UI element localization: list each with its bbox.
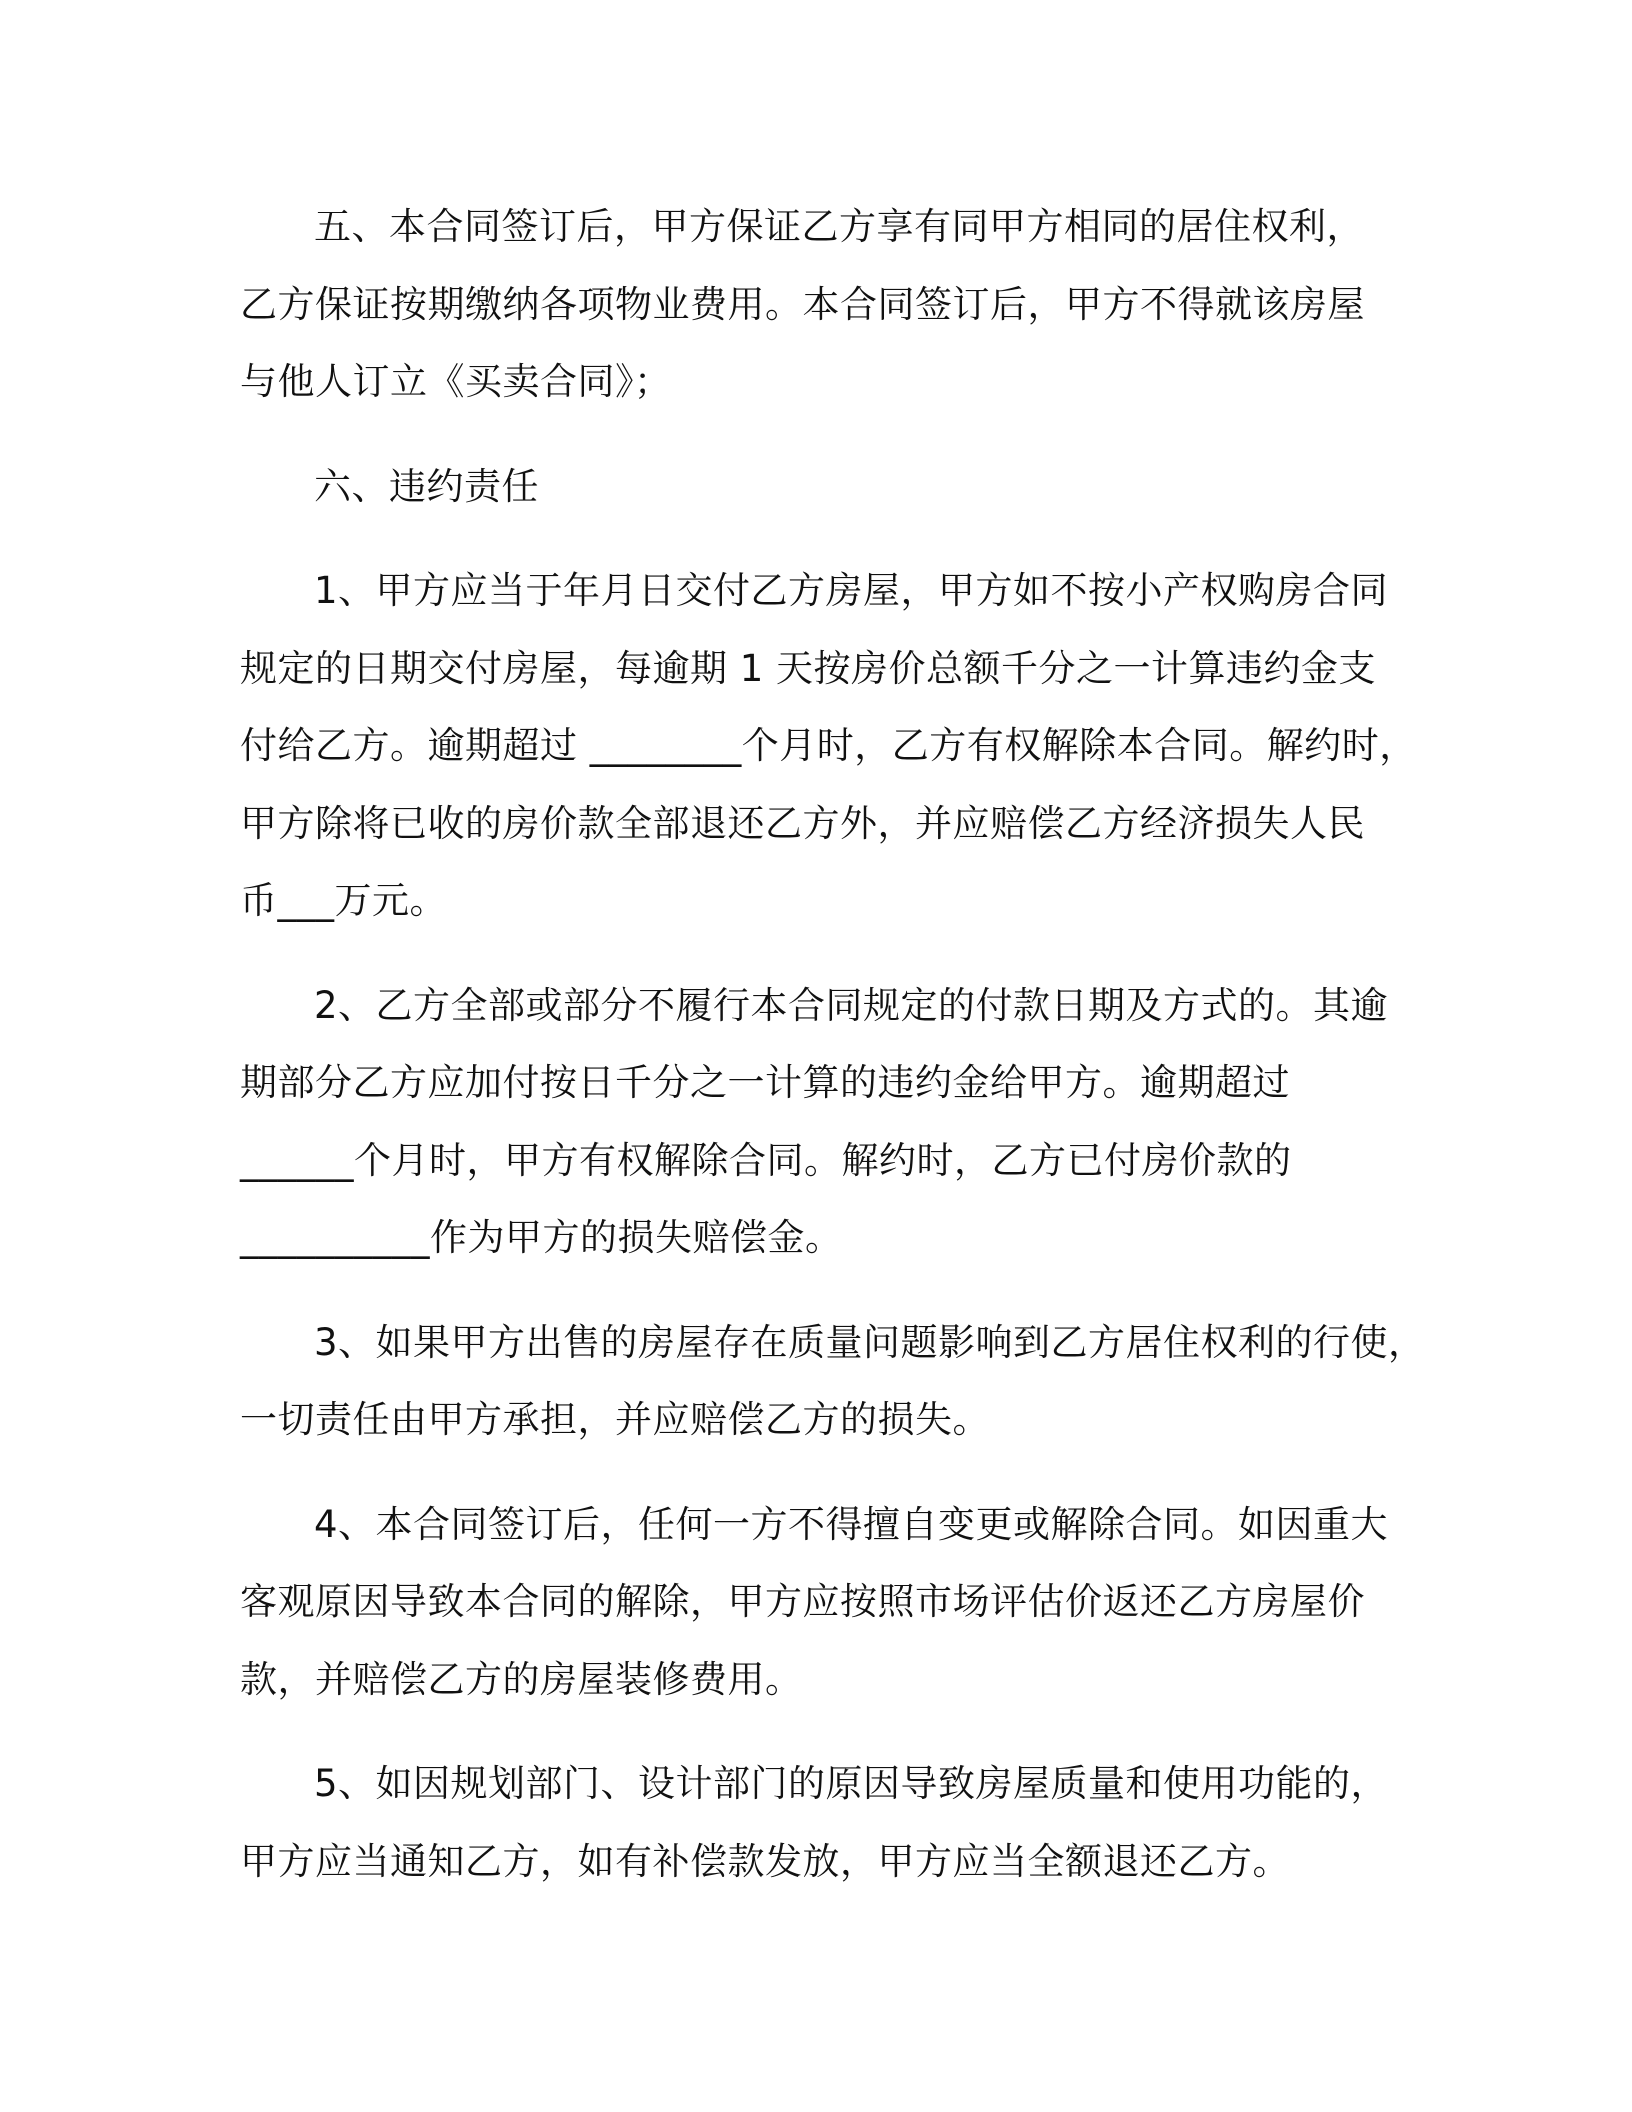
- text-line: 六、违约责任: [314, 464, 539, 508]
- text-line: __________作为甲方的损失赔偿金。: [240, 1216, 843, 1259]
- paragraph-breach-2: [240, 967, 1400, 1277]
- text-line: 甲方应当通知乙方，如有补偿款发放，甲方应当全额退还乙方。: [240, 1839, 1290, 1883]
- paragraph-breach-3: [240, 1304, 1426, 1459]
- text-line: 五、本合同签订后，甲方保证乙方享有同甲方相同的居住权利，: [314, 205, 1364, 248]
- text-line: 5、如因规划部门、设计部门的原因导致房屋质量和使用功能的，: [314, 1762, 1389, 1805]
- text-line: 付给乙方。逾期超过 ________个月时，乙方有权解除本合同。解约时，: [240, 724, 1417, 767]
- text-line: 期部分乙方应加付按日千分之一计算的违约金给甲方。逾期超过: [240, 1061, 1290, 1104]
- text-line: 4、本合同签订后，任何一方不得擅自变更或解除合同。如因重大: [314, 1502, 1389, 1546]
- section-heading-breach: [240, 448, 1400, 526]
- paragraph-breach-5: [240, 1745, 1400, 1900]
- text-line: 甲方除将已收的房价款全部退还乙方外，并应赔偿乙方经济损失人民: [240, 801, 1365, 845]
- text-line: ______个月时，甲方有权解除合同。解约时，乙方已付房价款的: [240, 1138, 1292, 1182]
- text-line: 2、乙方全部或部分不履行本合同规定的付款日期及方式的。其逾: [314, 983, 1389, 1027]
- text-line: 与他人订立《买卖合同》；: [240, 360, 672, 403]
- text-line: 客观原因导致本合同的解除，甲方应按照市场评估价返还乙方房屋价: [240, 1580, 1365, 1623]
- text-line: 币___万元。: [240, 879, 447, 922]
- paragraph-breach-4: [240, 1486, 1400, 1719]
- text-line: 3、如果甲方出售的房屋存在质量问题影响到乙方居住权利的行使，: [314, 1320, 1426, 1364]
- paragraph-breach-1: [240, 552, 1417, 940]
- text-line: 规定的日期交付房屋，每逾期 1 天按房价总额千分之一计算违约金支: [240, 646, 1377, 690]
- paragraph-clause-5: [240, 188, 1400, 421]
- text-line: 乙方保证按期缴纳各项物业费用。本合同签订后，甲方不得就该房屋: [240, 282, 1365, 326]
- text-line: 一切责任由甲方承担，并应赔偿乙方的损失。: [240, 1398, 990, 1441]
- document-body: [240, 188, 1426, 1927]
- text-line: 款，并赔偿乙方的房屋装修费用。: [240, 1657, 803, 1701]
- text-line: 1、甲方应当于年月日交付乙方房屋，甲方如不按小产权购房合同: [314, 569, 1389, 612]
